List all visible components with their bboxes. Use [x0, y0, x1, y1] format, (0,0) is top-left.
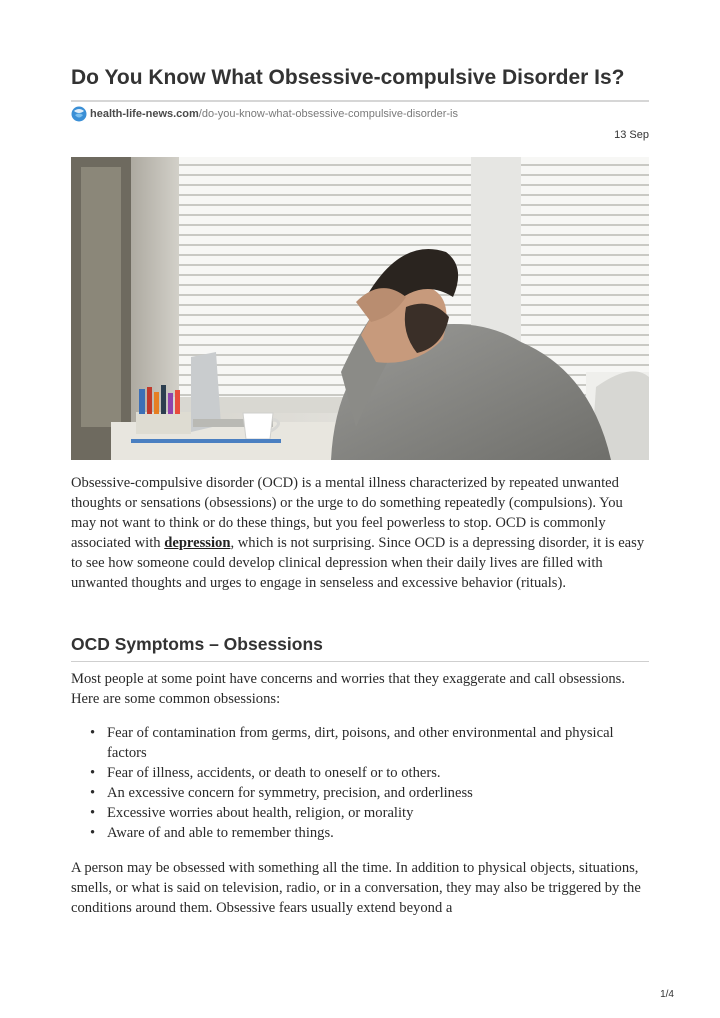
source-path[interactable]: /do-you-know-what-obsessive-compulsive-disorder-is [198, 108, 459, 120]
source-domain[interactable]: health-life-news.com [90, 108, 199, 120]
intro-paragraph [71, 473, 649, 593]
intro-text-end: , which is not surprising. Since OCD is a depressing disorder, it is easy to see how someone could develop clinical depression when their daily lives are filled with unwanted thoughts and urges to engage in senseless and excessive behavior (rituals). [71, 535, 645, 591]
list-item: • Excessive worries about health, religion, or morality [87, 803, 632, 823]
list-item: • An excessive concern for symmetry, precision, and orderliness [87, 783, 632, 803]
source-link[interactable] [71, 106, 458, 122]
intro-text-start: Obsessive-compulsive disorder (OCD) is a mental illness characterized by repeated unwanted thoughts or sensations (obsessions) or the urge to do something repeatedly (compulsions). You may not want to think or do these things, but you feel powerless to stop. OCD is commonly associated with [71, 475, 623, 551]
title-divider [71, 100, 649, 102]
obsessions-list [87, 723, 632, 843]
brand-logo-icon [71, 106, 87, 122]
section-lead-paragraph: Most people at some point have concerns and worries that they exaggerate and call obsessions. Here are some common obsessions: [71, 671, 625, 707]
section-heading: OCD Symptoms – Obsessions [71, 634, 323, 654]
section-divider [71, 661, 649, 662]
page-number: 1/4 [660, 989, 674, 1000]
list-item: • Aware of and able to remember things. [87, 823, 632, 843]
article-title: Do You Know What Obsessive-compulsive Disorder Is? [71, 66, 625, 89]
closing-paragraph: A person may be obsessed with something all the time. In addition to physical objects, situations, smells, or what is said on television, radio, or in a conversation, they may also be triggered by the conditions around them. Obsessive fears usually extend beyond a [71, 860, 641, 916]
depression-link[interactable]: depression [164, 535, 231, 551]
article-photo [71, 157, 649, 460]
list-item: • Fear of contamination from germs, dirt, poisons, and other environmental and physical factors [87, 723, 632, 763]
list-item: • Fear of illness, accidents, or death to oneself or to others. [87, 763, 632, 783]
publish-date: 13 Sep [614, 129, 649, 141]
